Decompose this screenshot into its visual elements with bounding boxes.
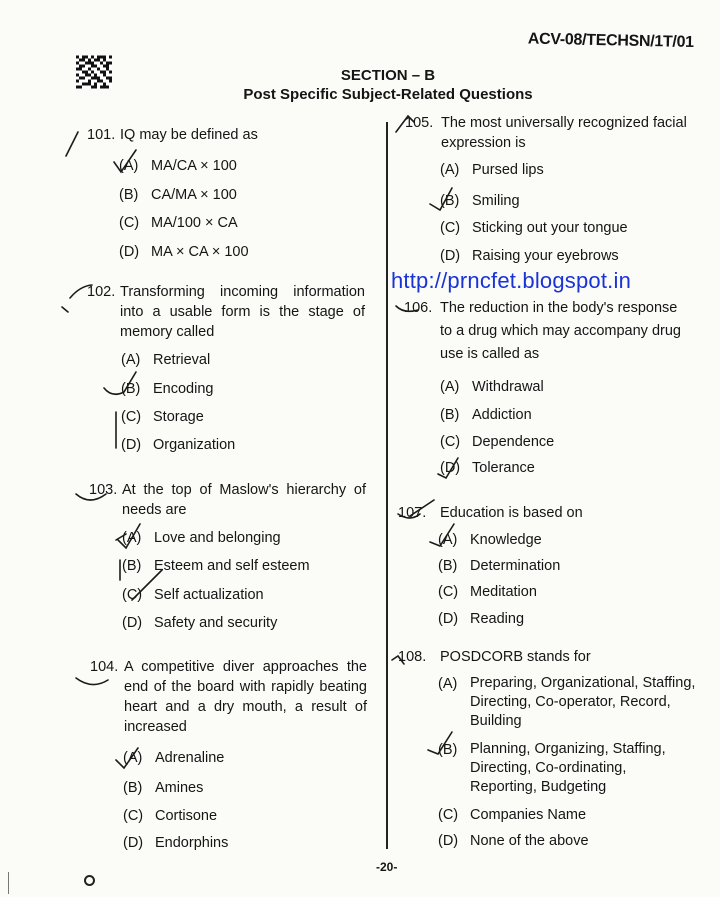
option-107-b: (B) Determination bbox=[438, 558, 561, 574]
question-number: 101. bbox=[87, 127, 116, 143]
option-104-c: (C) Cortisone bbox=[123, 808, 218, 824]
option-105-d: (D) Raising your eyebrows bbox=[440, 248, 619, 264]
question-text: At the top of Maslow's hierarchy of needs are bbox=[122, 482, 366, 518]
question-107 bbox=[398, 503, 688, 523]
question-number: 107. bbox=[398, 505, 427, 521]
option-101-d: (D) MA × CA × 100 bbox=[119, 244, 249, 260]
column-divider bbox=[386, 122, 388, 849]
option-107-c: (C) Meditation bbox=[438, 584, 537, 600]
question-text: IQ may be defined as bbox=[120, 127, 258, 143]
question-text: A competitive diver approaches the end of the board with rapidly beating heart and a dry mouth, a result of increased bbox=[124, 659, 367, 735]
option-105-c: (C) Sticking out your tongue bbox=[440, 220, 628, 236]
question-text: The most universally recognized facial expression is bbox=[441, 115, 687, 151]
question-text: POSDCORB stands for bbox=[440, 649, 591, 665]
section-subtitle: Post Specific Subject-Related Questions bbox=[243, 86, 533, 103]
option-106-b: (B) Addiction bbox=[440, 407, 532, 423]
option-102-d: (D) Organization bbox=[121, 437, 236, 453]
option-101-c: (C) MA/100 × CA bbox=[119, 215, 238, 231]
question-105 bbox=[405, 113, 690, 153]
question-108 bbox=[398, 647, 688, 667]
paper-code: ACV-08/TECHSN/1T/01 bbox=[527, 30, 694, 51]
option-102-a: (A) Retrieval bbox=[121, 352, 211, 368]
option-108-a: (A) Preparing, Organizational, Staffing, Directing, Co-operator, Record, Building bbox=[438, 675, 696, 729]
option-103-c: (C) Self actualization bbox=[122, 587, 264, 603]
option-102-c: (C) Storage bbox=[121, 409, 204, 425]
question-number: 102. bbox=[87, 284, 116, 300]
option-106-d: (D) Tolerance bbox=[440, 460, 535, 476]
option-103-a: (A) Love and belonging bbox=[122, 530, 281, 546]
blog-url-watermark: http://prncfet.blogspot.in bbox=[391, 268, 632, 293]
option-108-c: (C) Companies Name bbox=[438, 807, 587, 823]
question-102 bbox=[87, 282, 367, 342]
question-number: 106. bbox=[404, 300, 433, 316]
option-108-d: (D) None of the above bbox=[438, 833, 589, 849]
option-106-c: (C) Dependence bbox=[440, 434, 555, 450]
question-number: 108. bbox=[398, 649, 427, 665]
section-title: SECTION – B bbox=[340, 67, 436, 84]
option-105-b: (B) Smiling bbox=[440, 193, 520, 209]
question-104 bbox=[90, 657, 367, 737]
option-106-a: (A) Withdrawal bbox=[440, 379, 544, 395]
question-101 bbox=[87, 125, 367, 145]
option-101-b: (B) CA/MA × 100 bbox=[119, 187, 237, 203]
option-103-d: (D) Safety and security bbox=[122, 615, 278, 631]
question-text: Education is based on bbox=[440, 505, 583, 521]
page-number: -20- bbox=[376, 860, 398, 874]
option-101-a: (A) MA/CA × 100 bbox=[119, 158, 237, 174]
question-number: 105. bbox=[405, 115, 434, 131]
question-text: Transforming incoming information into a usable form is the stage of memory called bbox=[120, 284, 365, 340]
option-104-d: (D) Endorphins bbox=[123, 835, 229, 851]
option-103-b: (B) Esteem and self esteem bbox=[122, 558, 310, 574]
option-107-d: (D) Reading bbox=[438, 611, 525, 627]
punch-hole-mark bbox=[84, 875, 95, 886]
option-107-a: (A) Knowledge bbox=[438, 532, 542, 548]
question-number: 103. bbox=[89, 482, 118, 498]
question-106 bbox=[404, 297, 686, 363]
option-104-a: (A) Adrenaline bbox=[123, 750, 225, 766]
option-105-a: (A) Pursed lips bbox=[440, 162, 544, 178]
question-text: The reduction in the body's response to a drug which may accompany drug use is called as bbox=[440, 300, 681, 362]
option-104-b: (B) Amines bbox=[123, 780, 204, 796]
question-103 bbox=[89, 480, 367, 520]
option-108-b: (B) Planning, Organizing, Staffing, Directing, Co-ordinating, Reporting, Budgeting bbox=[438, 741, 666, 795]
option-102-b: (B) Encoding bbox=[121, 381, 214, 397]
scan-edge-line bbox=[8, 872, 9, 894]
question-number: 104. bbox=[90, 659, 119, 675]
